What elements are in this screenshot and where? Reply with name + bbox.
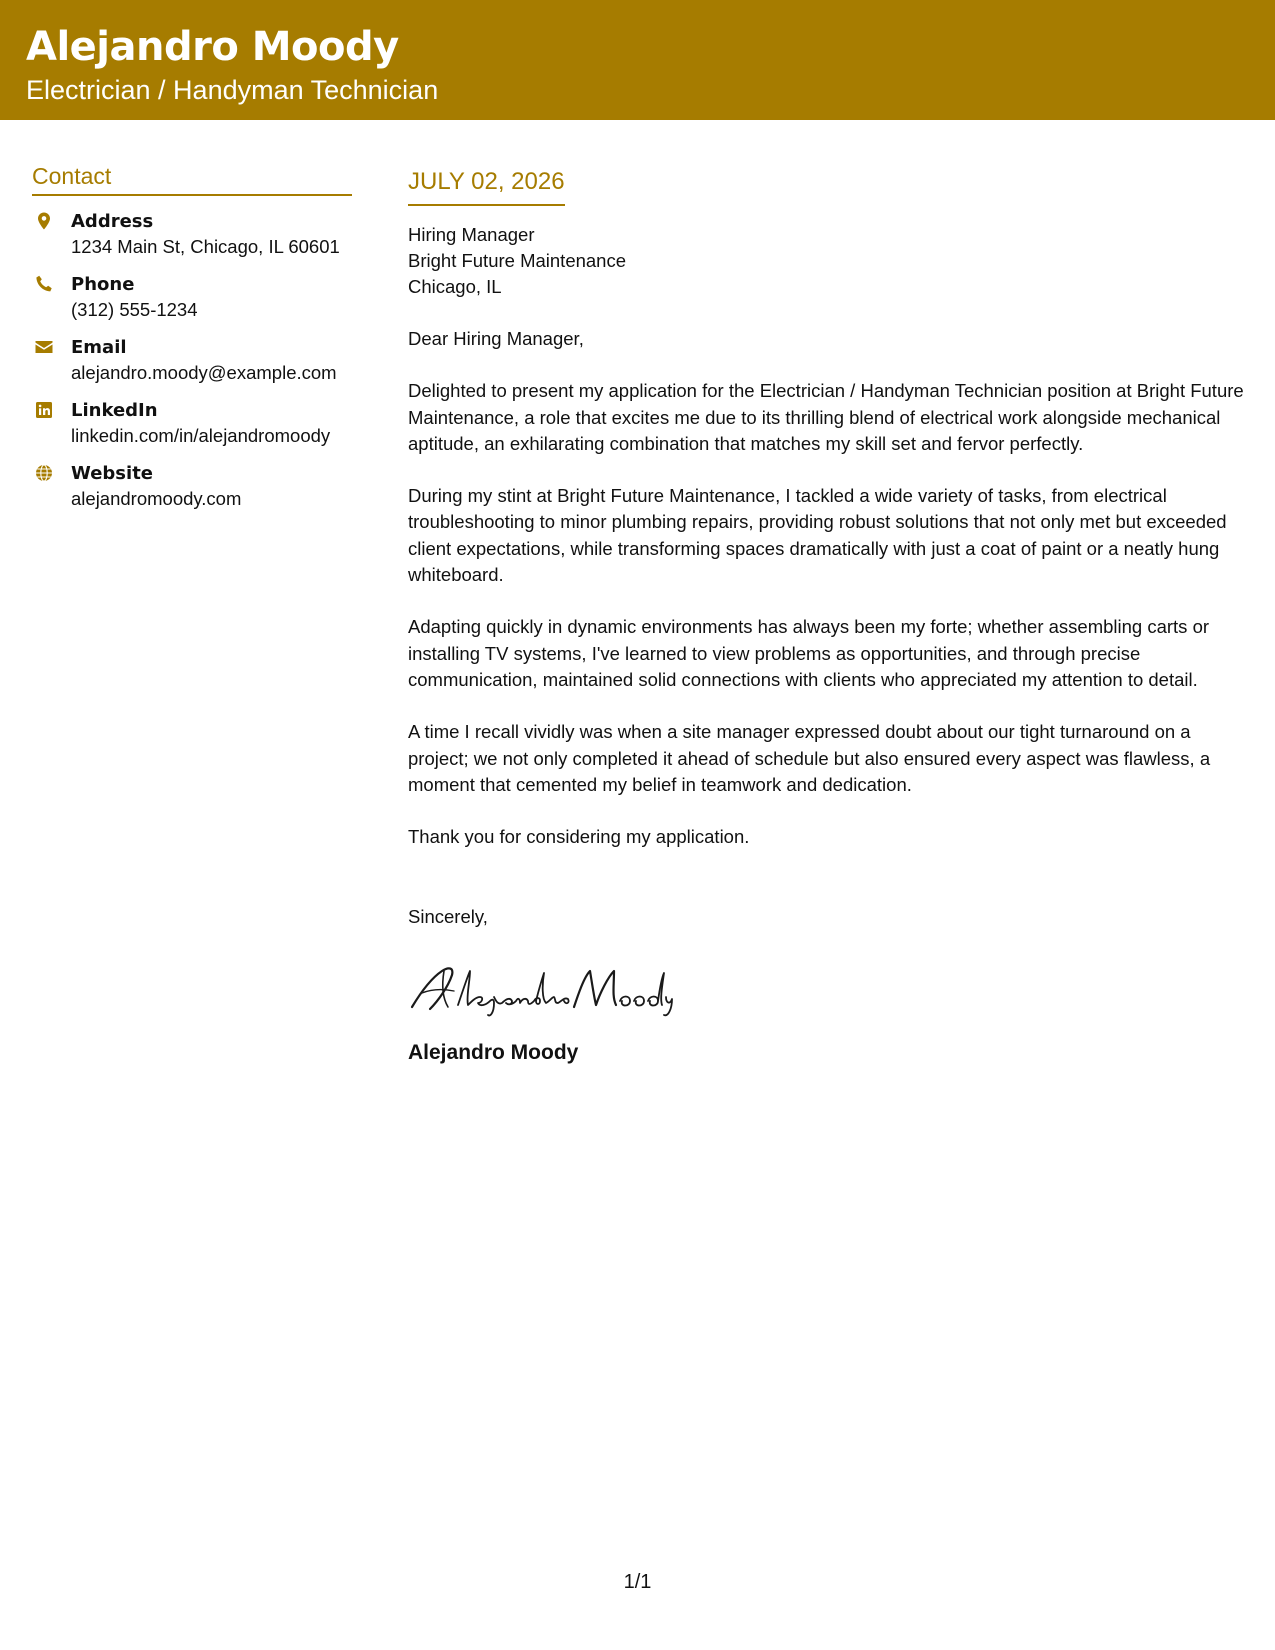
globe-icon (34, 463, 54, 483)
recipient-line: Hiring Manager (408, 224, 535, 245)
recipient-line: Chicago, IL (408, 276, 502, 297)
envelope-icon (34, 337, 54, 357)
body-paragraph: Delighted to present my application for the Electrician / Handyman Technician position at Bright Future Maintenance, a role that excites me due to its thrilling blend of electrical work alongside mechanical aptitude, an exhilarating combination that matches my skill set and fervor perfectly. (408, 380, 1244, 454)
body-paragraph: Thank you for considering my application. (408, 826, 750, 848)
recipient-block (408, 222, 1253, 300)
contact-linkedin (32, 399, 352, 448)
contact-label: LinkedIn (71, 400, 158, 421)
applicant-role: Electrician / Handyman Technician (26, 75, 439, 105)
contact-phone (32, 273, 352, 322)
applicant-name: Alejandro Moody (26, 24, 399, 70)
contact-sidebar (32, 160, 352, 511)
map-pin-icon (34, 211, 54, 231)
signed-name: Alejandro Moody (408, 1040, 579, 1064)
recipient-line: Bright Future Maintenance (408, 250, 627, 271)
linkedin-icon (34, 400, 54, 420)
contact-label: Phone (71, 274, 135, 295)
handwritten-signature (408, 957, 678, 1017)
contact-value: alejandro.moody@example.com (71, 362, 337, 383)
contact-value: linkedin.com/in/alejandromoody (71, 425, 331, 446)
page-number: 1/1 (623, 1571, 652, 1593)
contact-label: Email (71, 337, 127, 358)
contact-label: Website (71, 463, 154, 484)
body-paragraph: During my stint at Bright Future Maintenance, I tackled a wide variety of tasks, from electrical troubleshooting to minor plumbing repairs, providing robust solutions that not only met but exceeded client expectations, while transforming spaces dramatically with just a coat of paint or a neatly hung whiteboard. (408, 485, 1227, 586)
letter-date: JULY 02, 2026 (408, 166, 565, 206)
letter-body (408, 166, 1253, 1067)
closing: Sincerely, (408, 906, 488, 928)
header-banner (0, 0, 1275, 120)
contact-value: 1234 Main St, Chicago, IL 60601 (71, 236, 340, 257)
contact-address (32, 210, 352, 259)
body-paragraph: A time I recall vividly was when a site manager expressed doubt about our tight turnaround on a project; we not only completed it ahead of schedule but also ensured every aspect was flawless, a moment that cemented my belief in teamwork and dedication. (408, 721, 1211, 795)
contact-value: (312) 555-1234 (71, 299, 198, 320)
body-paragraph: Adapting quickly in dynamic environments has always been my forte; whether assembling carts or installing TV systems, I've learned to view problems as opportunities, and through precise communication, maintained solid connections with clients who appreciated my attention to detail. (408, 616, 1210, 690)
contact-website (32, 462, 352, 511)
salutation: Dear Hiring Manager, (408, 328, 584, 349)
contact-value: alejandromoody.com (71, 488, 242, 509)
contact-label: Address (71, 211, 154, 232)
phone-icon (34, 274, 54, 294)
contact-heading: Contact (32, 160, 352, 196)
contact-email (32, 336, 352, 385)
